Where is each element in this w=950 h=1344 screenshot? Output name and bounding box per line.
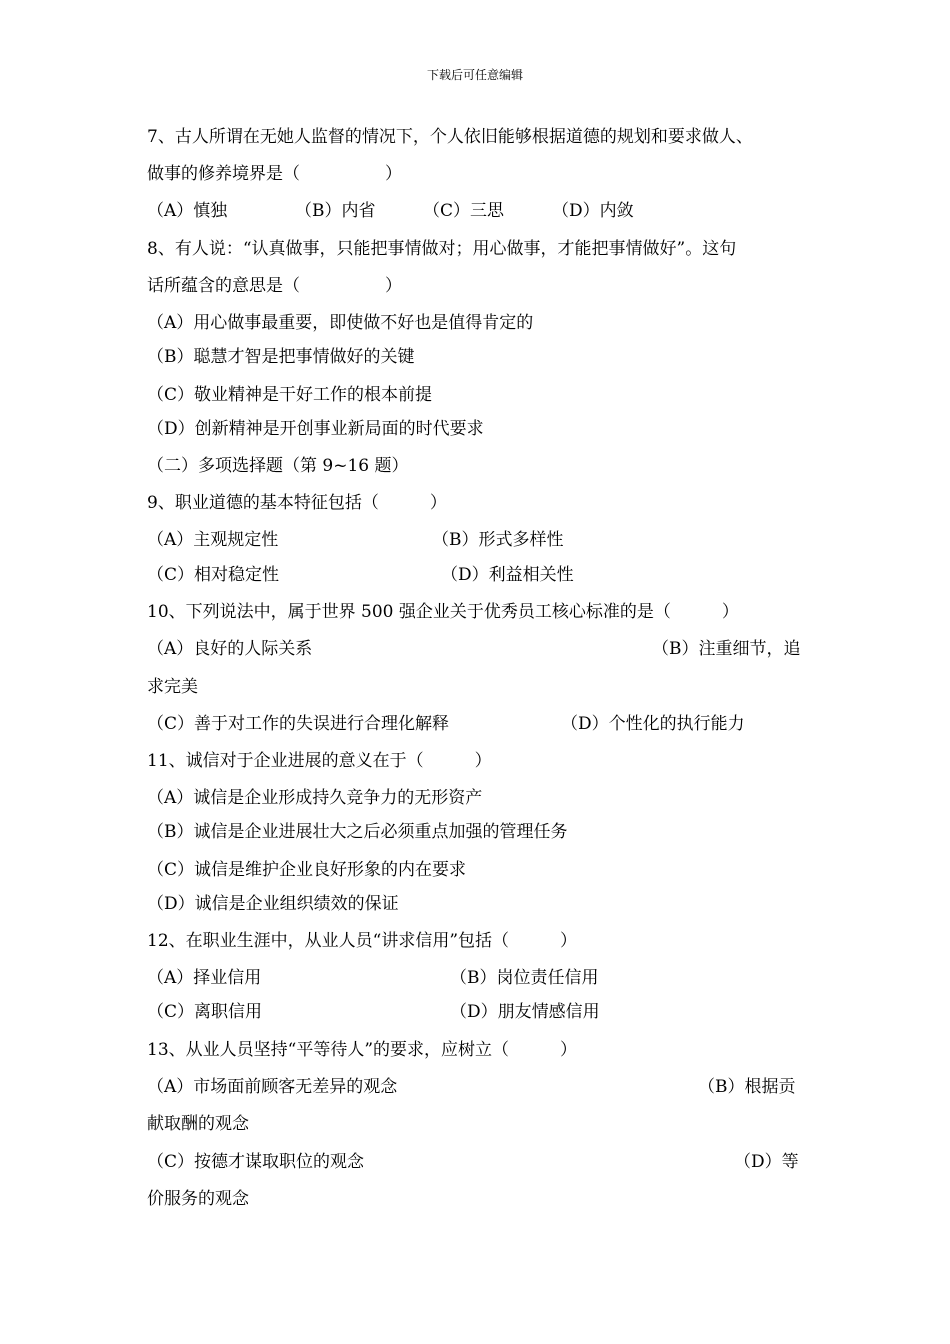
q8-option-b: （B）聪慧才智是把事情做好的关键 bbox=[147, 347, 415, 367]
q7-stem-line2: 做事的修养境界是（ ） bbox=[147, 164, 402, 184]
q10-stem: 10、下列说法中，属于世界 500 强企业关于优秀员工核心标准的是（ ） bbox=[147, 602, 739, 622]
q8-stem-line2: 话所蕴含的意思是（ ） bbox=[147, 276, 402, 296]
q10-option-b-part2: 求完美 bbox=[147, 677, 198, 697]
q11-option-a: （A）诚信是企业形成持久竞争力的无形资产 bbox=[147, 788, 483, 808]
q9-option-a: （A）主观规定性 bbox=[147, 530, 279, 550]
q7-option-a: （A）慎独 bbox=[147, 201, 228, 221]
q9-option-b: （B）形式多样性 bbox=[432, 530, 564, 550]
q8-option-a: （A）用心做事最重要，即使做不好也是值得肯定的 bbox=[147, 313, 534, 333]
q8-option-c: （C）敬业精神是干好工作的根本前提 bbox=[147, 385, 433, 405]
section-title: （二）多项选择题（第 9~16 题） bbox=[147, 456, 409, 476]
q11-option-b: （B）诚信是企业进展壮大之后必须重点加强的管理任务 bbox=[147, 822, 568, 842]
q13-option-d-part1: （D）等 bbox=[734, 1152, 799, 1172]
page-header: 下载后可任意编辑 bbox=[426, 68, 523, 82]
q13-stem: 13、从业人员坚持“平等待人”的要求，应树立（ ） bbox=[147, 1040, 578, 1060]
q13-option-d-part2: 价服务的观念 bbox=[147, 1189, 249, 1209]
q7-option-b: （B）内省 bbox=[295, 201, 376, 221]
q12-option-c: （C）离职信用 bbox=[147, 1002, 263, 1022]
q10-option-d: （D）个性化的执行能力 bbox=[561, 714, 745, 734]
q9-stem: 9、职业道德的基本特征包括（ ） bbox=[147, 493, 447, 513]
q11-stem: 11、诚信对于企业进展的意义在于（ ） bbox=[147, 751, 492, 771]
q12-option-d: （D）朋友情感信用 bbox=[450, 1002, 600, 1022]
q10-option-b-part1: （B）注重细节，追 bbox=[652, 639, 801, 659]
q13-option-b-part2: 献取酬的观念 bbox=[147, 1114, 249, 1134]
q12-option-a: （A）择业信用 bbox=[147, 968, 262, 988]
q13-option-a: （A）市场面前顾客无差异的观念 bbox=[147, 1077, 398, 1097]
q12-option-b: （B）岗位责任信用 bbox=[450, 968, 599, 988]
q7-option-c: （C）三思 bbox=[423, 201, 505, 221]
q13-option-c: （C）按德才谋取职位的观念 bbox=[147, 1152, 365, 1172]
q8-option-d: （D）创新精神是开创事业新局面的时代要求 bbox=[147, 419, 484, 439]
q12-stem: 12、在职业生涯中，从业人员“讲求信用”包括（ ） bbox=[147, 931, 578, 951]
q8-stem-line1: 8、有人说：“认真做事，只能把事情做对；用心做事，才能把事情做好”。这句 bbox=[147, 239, 737, 259]
q7-stem-line1: 7、古人所谓在无她人监督的情况下，个人依旧能够根据道德的规划和要求做人、 bbox=[147, 127, 753, 147]
q13-option-b-part1: （B）根据贡 bbox=[698, 1077, 796, 1097]
q7-option-d: （D）内敛 bbox=[552, 201, 634, 221]
q9-option-c: （C）相对稳定性 bbox=[147, 565, 280, 585]
q9-option-d: （D）利益相关性 bbox=[441, 565, 574, 585]
q11-option-d: （D）诚信是企业组织绩效的保证 bbox=[147, 894, 399, 914]
q10-option-c: （C）善于对工作的失误进行合理化解释 bbox=[147, 714, 450, 734]
q11-option-c: （C）诚信是维护企业良好形象的内在要求 bbox=[147, 860, 467, 880]
q10-option-a: （A）良好的人际关系 bbox=[147, 639, 313, 659]
